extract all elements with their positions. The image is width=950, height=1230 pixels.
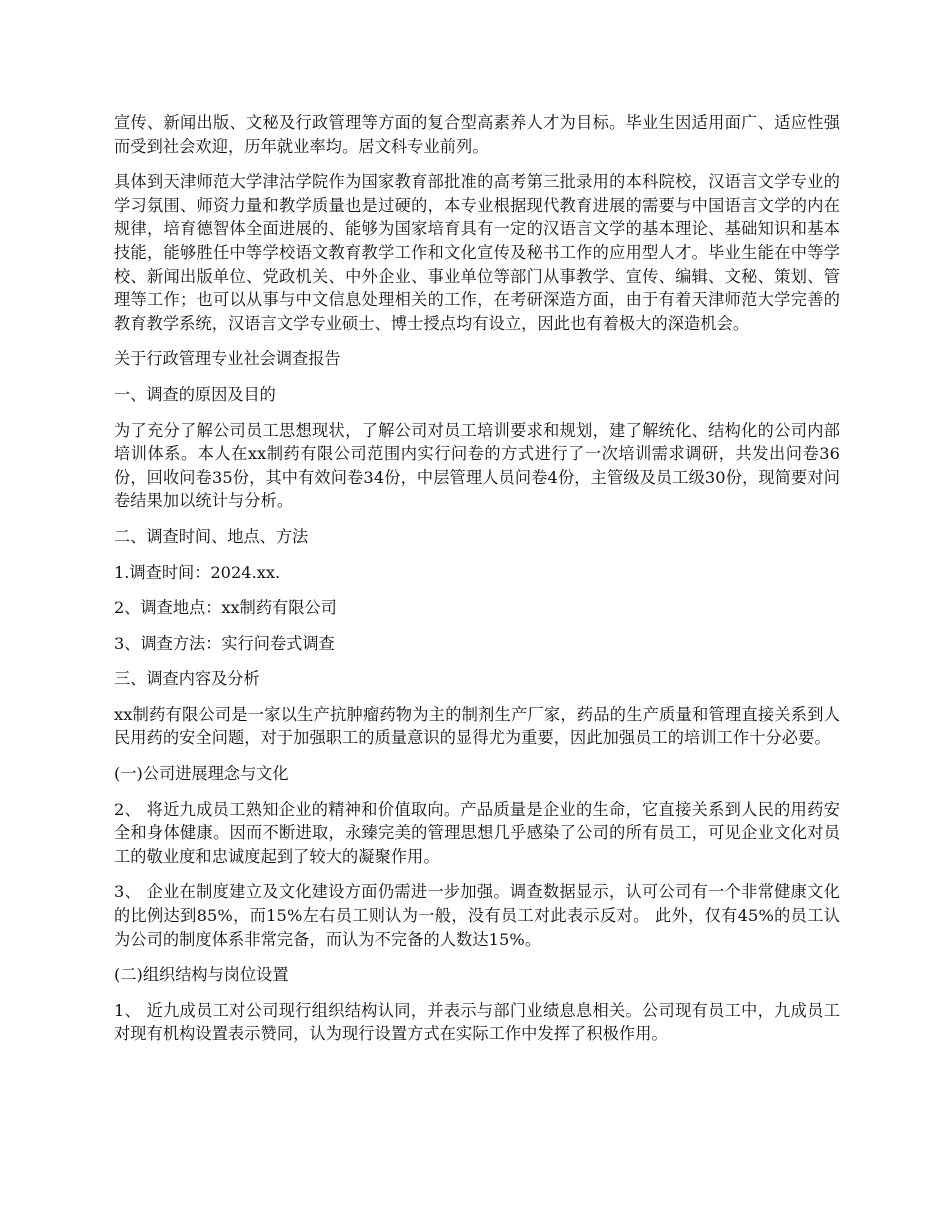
section-heading-3: 三、调查内容及分析	[114, 669, 260, 689]
report-title: 关于行政管理专业社会调查报告	[114, 349, 341, 369]
culture-point-2: 2、 将近九成员工熟知企业的精神和价值取向。产品质量是企业的生命，它直接关系到人民的用药安全和身体健康。因而不断进取，永臻完美的管理思想几乎感染了公司的所有员工，可见企业文化对员工的敬业度和忠诚度起到了较大的凝聚作用。	[114, 799, 840, 866]
intro-paragraph-2: 具体到天津师范大学津沽学院作为国家教育部批准的高考第三批录用的本科院校，汉语言文学专业的学习氛围、师资力量和教学质量也是过硬的，本专业根据现代教育进展的需要与中国语言文学的内在规律，培育德智体全面进展的、能够为国家培育具有一定的汉语言文学的基本理论、基础知识和基本技能，能够胜任中等学校语文教育教学工作和文化宣传及秘书工作的应用型人才。毕业生能在中等学校、新闻出版单位、党政机关、中外企业、事业单位等部门从事教学、宣传、编辑、文秘、策划、管理等工作；也可以从事与中文信息处理相关的工作，在考研深造方面，由于有着天津师范大学完善的教育教学系统，汉语言文学专业硕士、博士授点均有设立，因此也有着极大的深造机会。	[114, 172, 840, 333]
survey-location: 2、调查地点：xx制药有限公司	[114, 598, 337, 618]
subsection-heading-1: (一)公司进展理念与文化	[114, 764, 289, 784]
subsection-heading-2: (二)组织结构与岗位设置	[114, 965, 289, 985]
section-heading-2: 二、调查时间、地点、方法	[114, 526, 309, 546]
company-intro-paragraph: xx制药有限公司是一家以生产抗肿瘤药物为主的制剂生产厂家，药品的生产质量和管理直接关系到人民用药的安全问题，对于加强职工的质量意识的显得尤为重要，因此加强员工的培训工作十分必要。	[114, 704, 840, 748]
document-page	[114, 111, 840, 1058]
survey-method: 3、调查方法：实行问卷式调查	[114, 633, 335, 653]
section-heading-1: 一、调查的原因及目的	[114, 384, 276, 404]
section-1-paragraph: 为了充分了解公司员工思想现状，了解公司对员工培训要求和规划，建了解统化、结构化的公司内部培训体系。本人在xx制药有限公司范围内实行问卷的方式进行了一次培训需求调研，共发出问卷36份，回收问卷35份，其中有效问卷34份，中层管理人员问卷4份，主管级及员工级30份，现简要对问卷结果加以统计与分析。	[114, 420, 840, 511]
intro-paragraph-1: 宣传、新闻出版、文秘及行政管理等方面的复合型高素养人才为目标。毕业生因适用面广、适应性强而受到社会欢迎，历年就业率均。居文科专业前列。	[114, 113, 840, 156]
culture-point-3: 3、 企业在制度建立及文化建设方面仍需进一步加强。调查数据显示，认可公司有一个非常健康文化的比例达到85%，而15%左右员工则认为一般，没有员工对此表示反对。 此外，仅有45%的员工认为公司的制度体系非常完备，而认为不完备的人数达15%。	[114, 882, 840, 949]
survey-time: 1.调查时间：2024.xx.	[114, 562, 281, 582]
structure-point-1: 1、 近九成员工对公司现行组织结构认同，并表示与部门业绩息息相关。公司现有员工中，九成员工对现有机构设置表示赞同，认为现行设置方式在实际工作中发挥了积极作用。	[114, 1000, 840, 1044]
